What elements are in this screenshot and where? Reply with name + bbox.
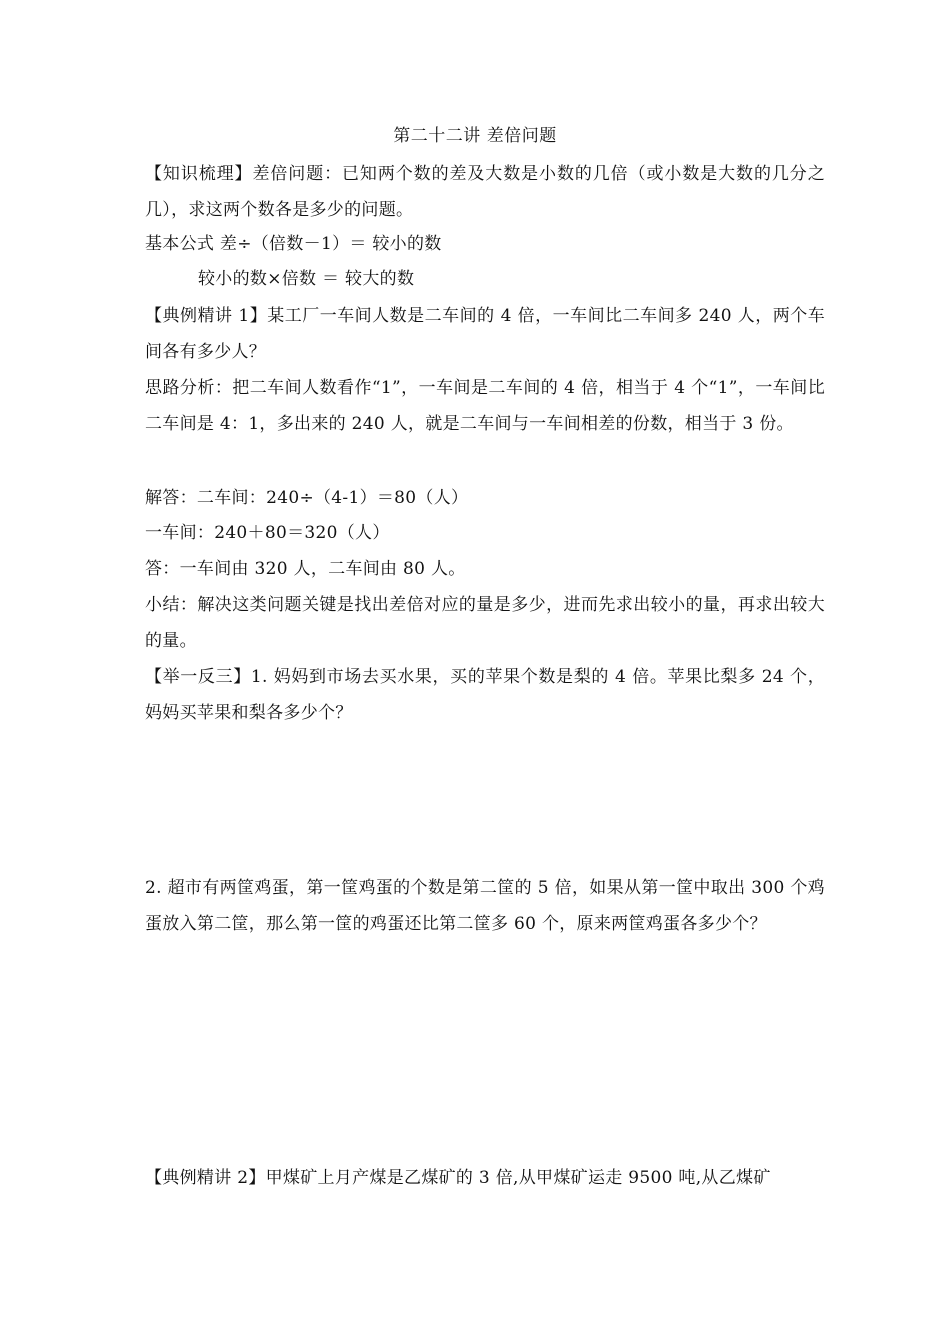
formula-line-1: 基本公式 差÷（倍数－1）＝ 较小的数 — [145, 234, 442, 254]
practice-question-2: 2. 超市有两筐鸡蛋，第一筐鸡蛋的个数是第二筐的 5 倍，如果从第一筐中取出 300 个鸡蛋放入第二筐，那么第一筐的鸡蛋还比第二筐多 60 个，原来两筐鸡蛋各多少个？ — [145, 878, 825, 934]
example-1-solution-step-2: 一车间：240＋80＝320（人） — [145, 523, 390, 543]
example-1-question: 【典例精讲 1】某工厂一车间人数是二车间的 4 倍，一车间比二车间多 240 人，两个车间各有多少人？ — [145, 306, 825, 362]
knowledge-summary: 【知识梳理】差倍问题：已知两个数的差及大数是小数的几倍（或小数是大数的几分之几），求这两个数各是多少的问题。 — [145, 164, 825, 220]
lesson-title: 第二十二讲 差倍问题 — [393, 126, 557, 146]
example-1-summary: 小结：解决这类问题关键是找出差倍对应的量是多少，进而先求出较小的量，再求出较大的量。 — [145, 595, 825, 651]
practice-question-1: 【举一反三】1. 妈妈到市场去买水果，买的苹果个数是梨的 4 倍。苹果比梨多 24 个，妈妈买苹果和梨各多少个？ — [145, 667, 825, 723]
formula-line-2: 较小的数×倍数 ＝ 较大的数 — [198, 269, 415, 289]
example-1-answer: 答：一车间由 320 人，二车间由 80 人。 — [145, 559, 466, 579]
example-2-question: 【典例精讲 2】甲煤矿上月产煤是乙煤矿的 3 倍,从甲煤矿运走 9500 吨,从乙煤矿 — [145, 1168, 771, 1188]
example-1-solution-step-1: 解答：二车间：240÷（4-1）＝80（人） — [145, 488, 469, 508]
example-1-analysis: 思路分析：把二车间人数看作“1”，一车间是二车间的 4 倍，相当于 4 个“1”，一车间比二车间是 4：1，多出来的 240 人，就是二车间与一车间相差的份数，相当于 3 份。 — [145, 378, 825, 434]
